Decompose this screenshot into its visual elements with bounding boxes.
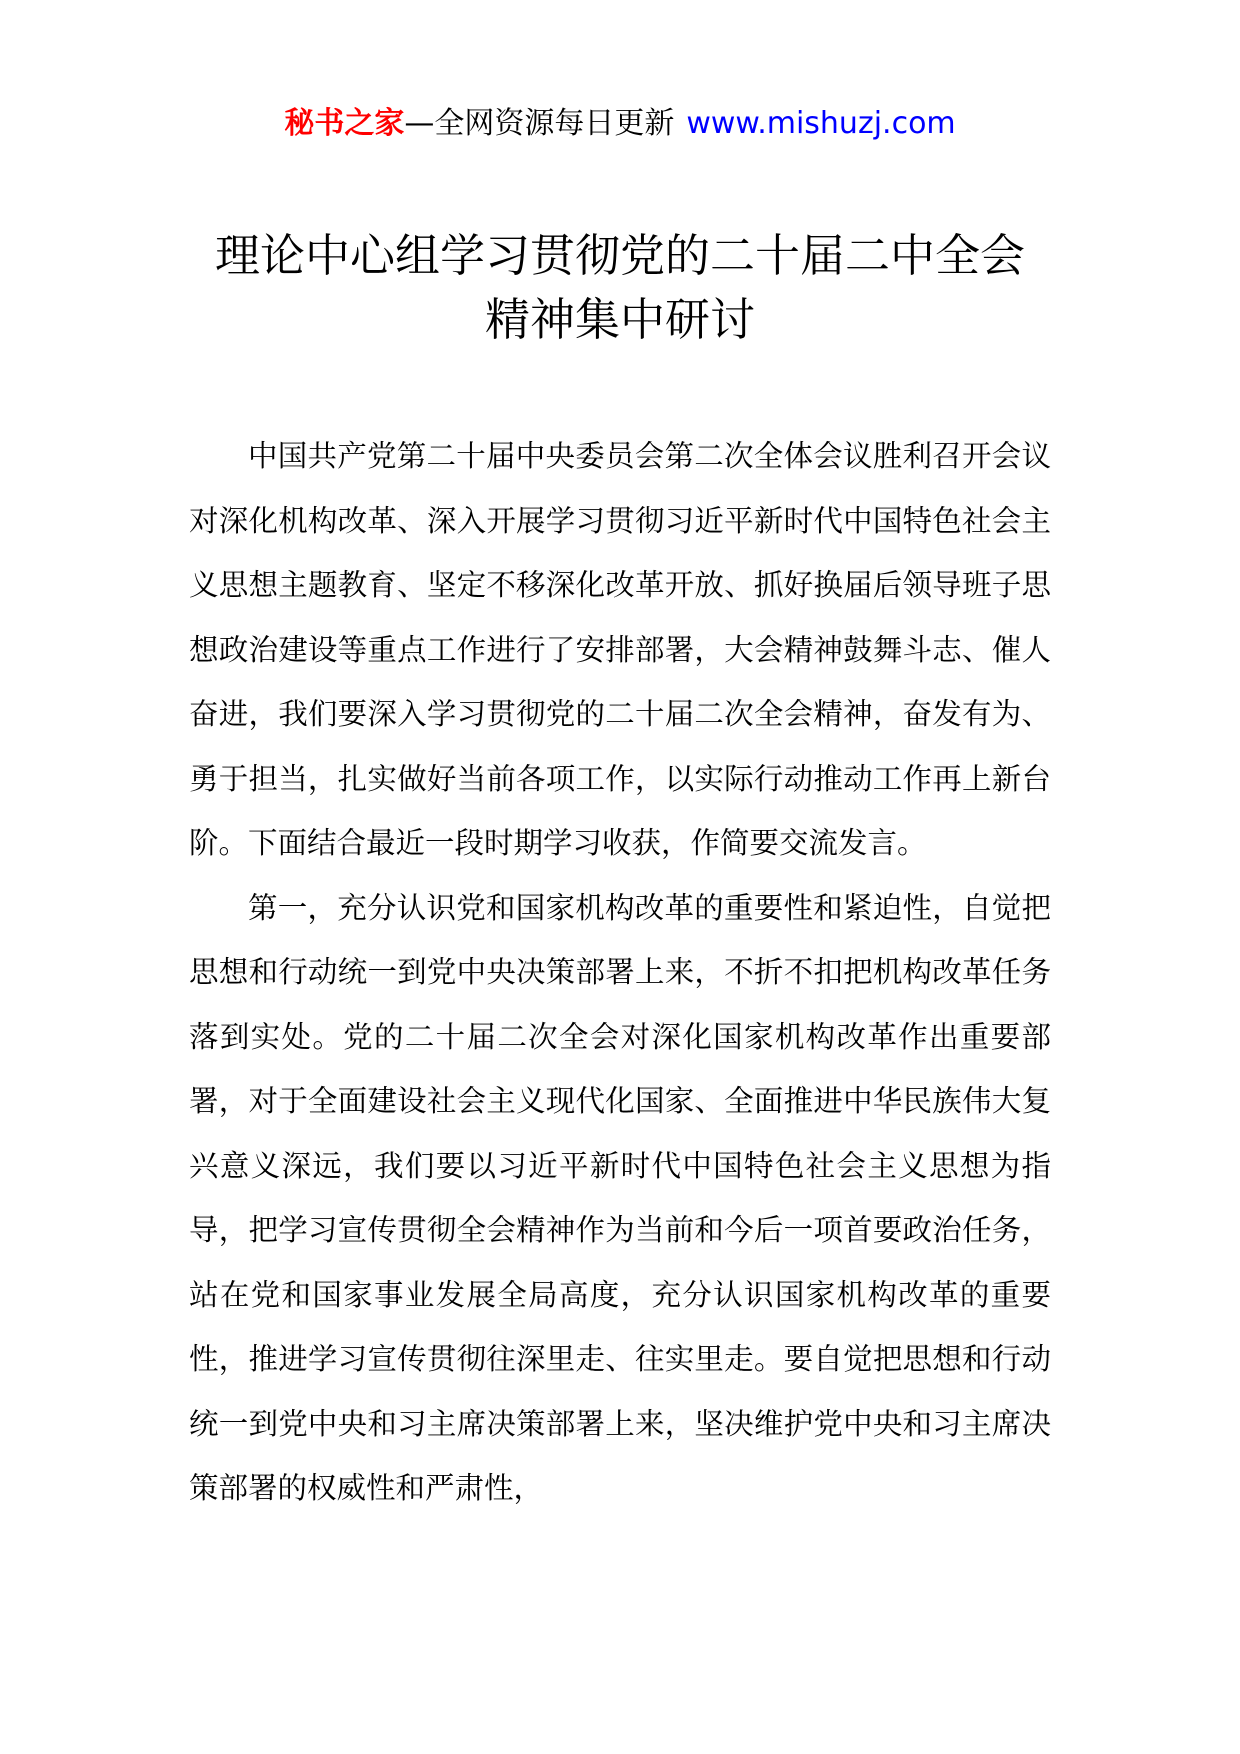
site-brand: 秘书之家 [284, 106, 405, 141]
document-title-line-2: 精神集中研讨 [484, 293, 755, 346]
site-tagline: —全网资源每日更新 [404, 106, 675, 141]
body-paragraph: 第一，充分认识党和国家机构改革的重要性和紧迫性，自觉把思想和行动统一到党中央决策部署上来，不折不扣把机构改革任务落到实处。党的二十届二次全会对深化国家机构改革作出重要部署，对于全面建设社会主义现代化国家、全面推进中华民族伟大复兴意义深远，我们要以习近平新时代中国特色社会主义思想为指导，把学习宣传贯彻全会精神作为当前和今后一项首要政治任务，站在党和国家事业发展全局高度，充分认识国家机构改革的重要性，推进学习宣传贯彻往深里走、往实里走。要自觉把思想和行动统一到党中央和习主席决策部署上来，坚决维护党中央和习主席决策部署的权威性和严肃性， [189, 890, 1051, 1505]
site-url-link[interactable]: www.mishuzj.com [686, 106, 956, 141]
site-header [0, 100, 1240, 148]
document-body [189, 424, 1051, 1521]
document-title [150, 224, 1090, 352]
body-paragraph: 中国共产党第二十届中央委员会第二次全体会议胜利召开会议对深化机构改革、深入开展学习贯彻习近平新时代中国特色社会主义思想主题教育、坚定不移深化改革开放、抓好换届后领导班子思想政治建设等重点工作进行了安排部署，大会精神鼓舞斗志、催人奋进，我们要深入学习贯彻党的二十届二次全会精神，奋发有为、勇于担当，扎实做好当前各项工作，以实际行动推动工作再上新台阶。下面结合最近一段时期学习收获，作简要交流发言。 [189, 439, 1051, 860]
document-title-line-1: 理论中心组学习贯彻党的二十届二中全会 [214, 229, 1025, 282]
